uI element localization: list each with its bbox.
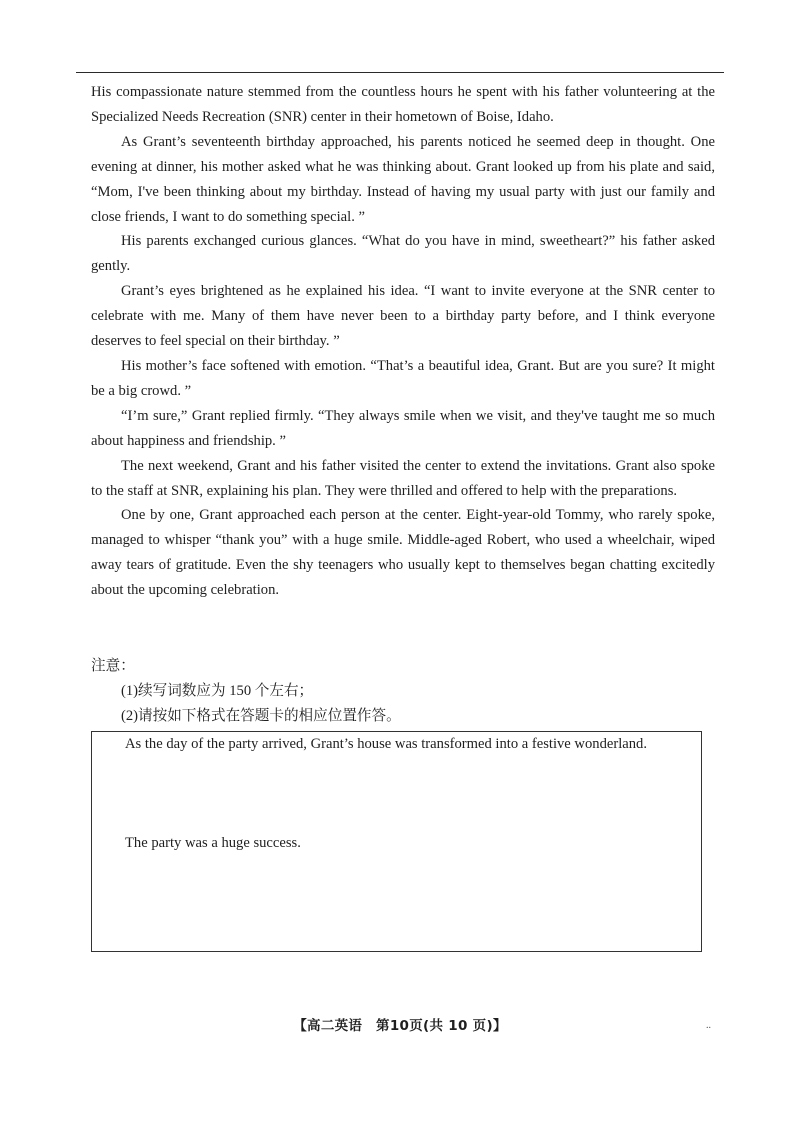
answer-first-sentence: As the day of the party arrived, Grant’s house was transformed into a festive wonderland. xyxy=(125,736,647,752)
answer-second-sentence: The party was a huge success. xyxy=(125,835,301,851)
paragraph-3: His parents exchanged curious glances. “What do you have in mind, sweetheart?” his father asked gently. xyxy=(91,233,715,275)
notes-title: 注意： xyxy=(91,658,135,674)
page-footer: 【高二英语 第10页(共 10 页)】 xyxy=(293,1018,507,1034)
paragraph-1: His compassionate nature stemmed from the countless hours he spent with his father volunteering at the Specialized Needs Recreation (SNR) center in their hometown of Boise, Idaho. xyxy=(91,84,715,125)
answer-box xyxy=(91,731,702,952)
notes-section xyxy=(91,654,401,729)
passage xyxy=(91,80,715,603)
paragraph-6: “I’m sure,” Grant replied firmly. “They always smile when we visit, and they've taught me so much about happiness and friendship. ” xyxy=(91,407,715,449)
paragraph-8: One by one, Grant approached each person at the center. Eight-year-old Tommy, who rarely spoke, managed to whisper “thank you” with a huge smile. Middle-aged Robert, who used a wheelchair, wiped away tears of gratitude. Even the shy teenagers who usually kept to themselves began chatting excitedly about the upcoming celebration. xyxy=(91,507,715,599)
note-item-1: (1)续写词数应为 150 个左右； xyxy=(121,682,314,699)
paragraph-7: The next weekend, Grant and his father visited the center to extend the invitations. Grant also spoke to the staff at SNR, explaining his plan. They were thrilled and offered to help with the preparations. xyxy=(91,457,715,499)
note-item-2: (2)请按如下格式在答题卡的相应位置作答。 xyxy=(121,707,401,724)
header-rule xyxy=(76,72,724,73)
paragraph-4: Grant’s eyes brightened as he explained his idea. “I want to invite everyone at the SNR center to celebrate with me. Many of them have never been to a birthday party before, and I think everyone deserves to feel special on their birthday. ” xyxy=(91,283,715,350)
paragraph-5: His mother’s face softened with emotion. “That’s a beautiful idea, Grant. But are you sure? It might be a big crowd. ” xyxy=(91,357,715,399)
corner-mark: .. xyxy=(706,1020,711,1031)
paragraph-2: As Grant’s seventeenth birthday approached, his parents noticed he seemed deep in thought. One evening at dinner, his mother asked what he was thinking about. Grant looked up from his plate and said, “Mom, I've been thinking about my birthday. Instead of having my usual party with just our family and close friends, I want to do something special. ” xyxy=(91,133,715,225)
